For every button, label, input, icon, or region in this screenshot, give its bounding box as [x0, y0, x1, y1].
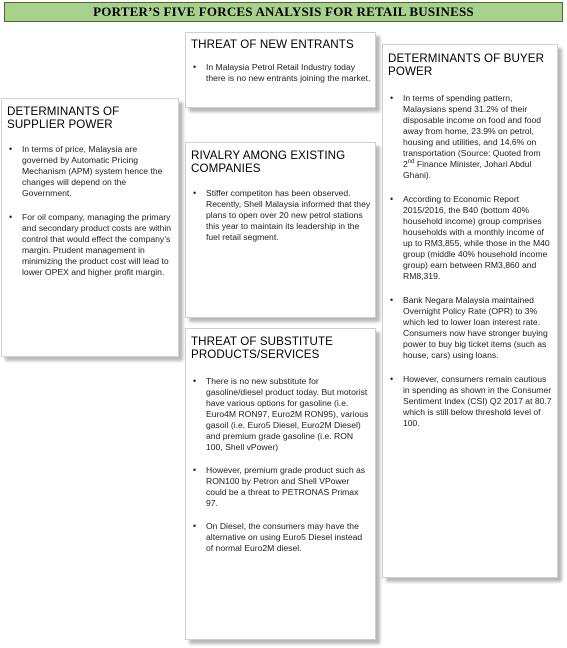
- buyer-power-item-3: • Bank Negara Malaysia maintained Overnight Policy Rate (OPR) to 3% which led to lower loan interest rate. Consumers now have stronger buying power to buy big ticket items (such as house, cars) using loans.: [383, 295, 557, 361]
- rivalry-heading: [186, 143, 375, 175]
- substitutes-item-3: • On Diesel, the consumers may have the alternative on using Euro5 Diesel instead of normal Euro2M diesel.: [186, 521, 375, 554]
- supplier-power-heading-line2: SUPPLIER POWER: [7, 118, 113, 131]
- substitutes-heading: [186, 329, 375, 361]
- new-entrants-item-1: • In Malaysia Petrol Retail Industry today there is no new entrants joining the market.: [186, 62, 375, 84]
- substitutes-heading-line1: THREAT OF SUBSTITUTE: [191, 335, 333, 348]
- buyer-power-item-2: • According to Economic Report 2015/2016, the B40 (bottom 40% household income) group comprises households with a monthly income of up to RM3,855, while those in the M40 group (middle 40% household income group) earn between RM3,860 and RM8,319.: [383, 194, 557, 282]
- substitutes-box: [185, 328, 376, 640]
- supplier-power-item-2: • For oil company, managing the primary and secondary product costs are within control that would effect the company’s margin. Prudent management in minimizing the product cost will lead to lower OPEX and higher profit margin.: [2, 212, 178, 278]
- supplier-power-heading-line1: DETERMINANTS OF: [7, 105, 120, 118]
- buyer-power-item-4: • However, consumers remain cautious in spending as shown in the Consumer Sentiment Index (CSI) Q2 2017 at 80.7 which is still below threshold level of 100.: [383, 374, 557, 429]
- supplier-power-item-1: • In terms of price, Malaysia are governed by Automatic Pricing Mechanism (APM) system hence the changes will depend on the Government.: [2, 144, 178, 199]
- rivalry-item-1: • Stiffer competiton has been observed. Recently, Shell Malaysia informed that they plans to open over 20 new petrol stations this year to maintain its leadership in the fuel retail segment.: [186, 188, 375, 243]
- supplier-power-box: [1, 98, 179, 357]
- page-title: PORTER’S FIVE FORCES ANALYSIS FOR RETAIL BUSINESS: [4, 2, 563, 22]
- buyer-power-box: [382, 44, 558, 578]
- buyer-power-heading-line2: POWER: [388, 65, 433, 78]
- supplier-power-heading: [2, 99, 178, 131]
- buyer-power-heading-line1: DETERMINANTS OF BUYER: [388, 52, 545, 65]
- rivalry-heading-line1: RIVALRY AMONG EXISTING: [191, 149, 346, 162]
- new-entrants-heading: THREAT OF NEW ENTRANTS: [191, 38, 354, 51]
- rivalry-box: [185, 142, 376, 318]
- substitutes-item-1: • There is no new substitute for gasoline/diesel product today. But motorist have various options for gasoline (i.e. Euro4M RON97, Euro2M RON95), various gasoil (i.e. Euro5 Diesel, Euro2M Diesel) and premium grade gasoline (i.e. RON 100, Shell vPower): [186, 376, 375, 453]
- new-entrants-box: [185, 32, 376, 108]
- buyer-power-item-1-tail: Finance Minister, Johari Abdul Ghani).: [403, 159, 532, 180]
- buyer-power-item-1-sup: nd: [407, 159, 415, 166]
- substitutes-item-2: • However, premium grade product such as RON100 by Petron and Shell VPower could be a threat to PETRONAS Primax 97.: [186, 465, 375, 509]
- buyer-power-item-1-main: In terms of spending pattern, Malaysians spend 31.2% of their disposable income on food and food away from home, 23.9% on petrol, housing and utilities, and 14.6% on transportation (Source: Quoted from 2: [403, 93, 542, 169]
- buyer-power-heading: [383, 45, 557, 78]
- substitutes-heading-line2: PRODUCTS/SERVICES: [191, 348, 320, 361]
- rivalry-heading-line2: COMPANIES: [191, 162, 261, 175]
- buyer-power-item-1: [383, 93, 557, 181]
